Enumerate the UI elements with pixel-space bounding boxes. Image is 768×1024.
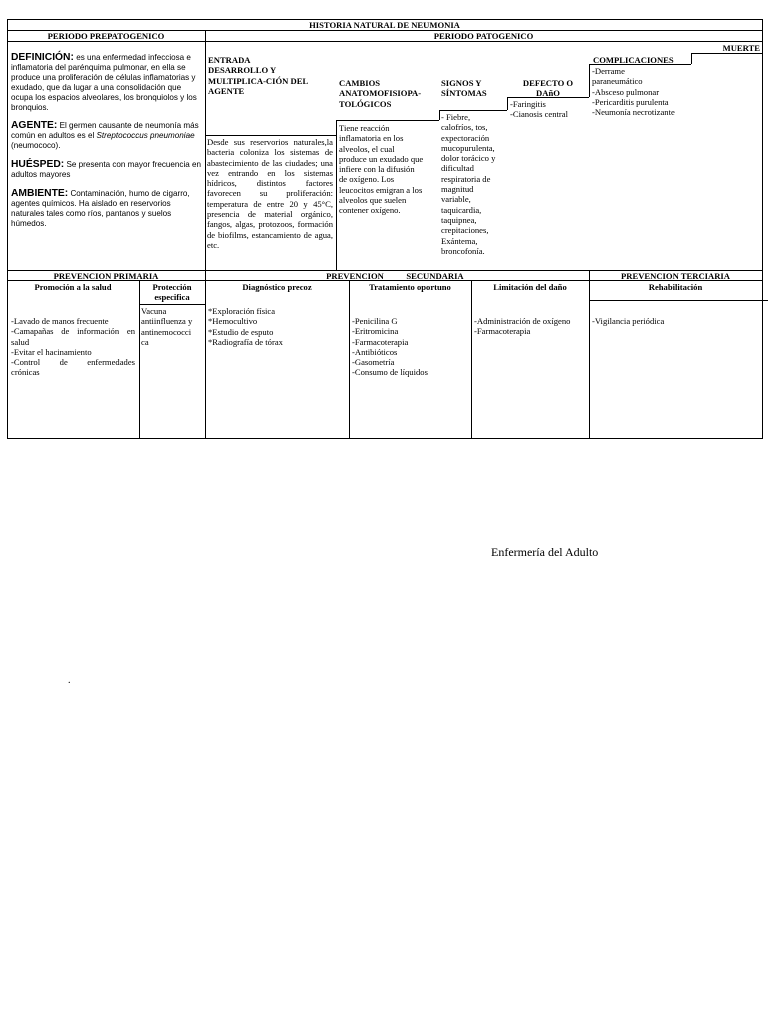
limitation-item: -Farmacoterapia (474, 326, 531, 337)
signs-line: dificultad (441, 163, 474, 174)
period-prepatogenic-header: PERIODO PREPATOGENICO (47, 31, 165, 41)
signs-line: respiratoria de (441, 173, 491, 184)
signs-line: taquipnea, (441, 214, 477, 225)
treatment-item: -Farmacoterapia (352, 336, 409, 347)
protection-cell (141, 306, 205, 347)
host-block (11, 160, 201, 180)
signs-line: variable, (441, 194, 471, 205)
signs-heading (441, 78, 507, 99)
promotion-item: -Control de enfermedades (11, 357, 135, 368)
footer-text: Enfermería del Adulto (491, 545, 599, 559)
changes-heading-line: ANATOMOFISIOPA- (339, 88, 422, 99)
tertiary-prevention-header: PREVENCION TERCIARIA (621, 271, 730, 281)
table-title: HISTORIA NATURAL DE NEUMONIA (309, 20, 460, 30)
treatment-item: -Consumo de líquidos (352, 367, 428, 378)
promotion-item: crónicas (11, 367, 40, 378)
agent-block (11, 121, 201, 151)
diagnosis-item: *Hemocultivo (208, 316, 258, 327)
entry-heading-line: ENTRADA (208, 55, 251, 65)
changes-heading (339, 78, 439, 109)
signs-line: calofríos, tos, (441, 122, 488, 133)
complications-list (592, 66, 760, 117)
complication-item: -Derrame (592, 66, 625, 76)
treatment-item: -Antibióticos (352, 346, 398, 357)
diagnosis-item: *Exploración física (208, 306, 276, 316)
protection-item: Vacuna (141, 306, 167, 316)
agent-species: Streptococcus pneumoniae (96, 131, 195, 141)
changes-line: alveolos que suelen (339, 195, 407, 206)
rehabilitation-cell (592, 316, 760, 326)
definition-text: es una enfermedad infecciosa e inflamatoria del parénquima pulmonar, en ella se produce una proliferación de células inflamatorias y exudado, que da lugar a una consolidación que ocupa los espacios alveolares, los bronquiolos y los bronquios. (11, 53, 197, 112)
defect-item: -Faringitis (510, 99, 546, 109)
changes-line: de oxígeno. Los (339, 174, 395, 185)
diagnosis-item: *Radiografía de tórax (208, 336, 283, 347)
death-label: MUERTE (722, 43, 760, 53)
entry-heading-line: AGENTE (208, 85, 245, 96)
signs-line: mucopurulenta, (441, 142, 495, 153)
prepatogenic-content (11, 53, 201, 229)
signs-heading-line: SIGNOS Y (441, 78, 482, 88)
signs-line: broncofonía. (441, 245, 485, 256)
column-header-limitation: Limitación del daño (493, 282, 567, 292)
secondary-prevention-header-a: PREVENCION (326, 271, 384, 281)
definition-label: DEFINICIÓN: (11, 52, 74, 63)
treatment-item: -Penicilina G (352, 316, 398, 326)
diagnosis-cell (208, 306, 348, 347)
treatment-item: -Gasometría (352, 357, 395, 368)
defect-list (510, 99, 590, 120)
changes-line: inflamatoria en los (339, 133, 404, 144)
agent-text: El germen causante de neumonía más común en adultos es el (11, 121, 199, 141)
entry-heading-line: DESARROLLO Y (208, 65, 277, 76)
period-pathogenic-header: PERIODO PATOGENICO (433, 31, 534, 41)
column-header-rehabilitation: Rehabilitación (648, 282, 703, 292)
complications-heading: COMPLICACIONES (593, 55, 674, 65)
changes-line: contener oxígeno. (339, 205, 401, 216)
protection-item: ca (141, 336, 149, 347)
entry-heading-line: MULTIPLICA-CIÓN DEL (208, 75, 309, 86)
defect-heading-line: DEFECTO O (522, 78, 574, 88)
column-header-treatment: Tratamiento oportuno (369, 282, 451, 292)
environment-block (11, 189, 201, 229)
entry-heading (208, 55, 336, 96)
complication-item: paraneumático (592, 76, 643, 87)
changes-line: produce un exudado que (339, 153, 424, 164)
changes-line: alveolos, el cual (339, 143, 395, 154)
promotion-cell (11, 316, 135, 378)
changes-line: infiere con la difusión (339, 164, 415, 175)
agent-text-after: (neumococo). (11, 141, 61, 151)
primary-prevention-header: PREVENCION PRIMARIA (53, 271, 159, 281)
signs-text (441, 112, 507, 256)
protection-item: antiinfluenza y (141, 316, 193, 327)
protection-header-line: especifica (154, 292, 190, 302)
limitation-item: -Administración de oxígeno (474, 316, 571, 326)
defect-heading (507, 78, 589, 99)
diagnosis-item: *Estudio de esputo (208, 326, 274, 337)
complication-item: -Pericarditis purulenta (592, 96, 669, 107)
rehabilitation-item: -Vigilancia periódica (592, 316, 665, 326)
host-label: HUÉSPED: (11, 159, 65, 171)
signs-line: crepitaciones, (441, 225, 489, 236)
protection-header-line: Protección (152, 282, 192, 292)
signs-line: taquicardia, (441, 204, 482, 215)
signs-line: - Fiebre, (441, 112, 471, 122)
definition-block (11, 53, 201, 112)
column-header-promotion: Promoción a la salud (34, 282, 112, 292)
signs-line: Exántema, (441, 235, 478, 246)
signs-line: magnitud (441, 184, 474, 195)
promotion-item: -Camapañas de información en (11, 326, 135, 337)
treatment-item: -Eritromicina (352, 326, 399, 337)
column-header-protection (139, 282, 205, 302)
changes-heading-line: TOLÓGICOS (339, 98, 392, 109)
promotion-item: -Lavado de manos frecuente (11, 316, 109, 326)
complication-item: -Neumonía necrotizante (592, 107, 675, 118)
environment-text: Contaminación, humo de cigarro, agentes químicos. Ha aislado en reservorios naturales tales como ríos, pantanos y suelos húmedos. (11, 188, 190, 228)
column-header-diagnosis: Diagnóstico precoz (242, 282, 312, 292)
treatment-cell (352, 316, 470, 378)
stray-dot: . (68, 675, 71, 686)
promotion-item: salud (11, 336, 30, 347)
changes-line: leucocitos emigran a los (339, 184, 423, 195)
protection-item: antinemococci (141, 326, 192, 337)
signs-line: dolor torácico y (441, 153, 496, 164)
secondary-prevention-header-b: SECUNDARIA (406, 271, 464, 281)
entry-text: Desde sus reservorios naturales,la bacteria coloniza los sistemas de abastecimiento de las ciudades; una vez entrando en los sistemas hídricos, distintos factores favorecen su proliferación: temperatura de entre 20 y 45°C, presencia de material orgánico, fangos, algas, protozoos, formación de biofilms, estancamiento de agua, etc. (207, 137, 333, 250)
changes-text (339, 123, 439, 216)
limitation-cell (474, 316, 589, 337)
agent-label: AGENTE: (11, 120, 58, 132)
complication-item: -Absceso pulmonar (592, 86, 660, 97)
environment-label: AMBIENTE: (11, 187, 69, 199)
signs-heading-line: SÍNTOMAS (441, 88, 487, 99)
changes-line: Tiene reacción (339, 123, 390, 133)
changes-heading-line: CAMBIOS (339, 78, 381, 88)
signs-line: expectoración (441, 132, 490, 143)
defect-heading-line: DAñO (536, 88, 560, 99)
defect-item: -Cianosis central (510, 109, 568, 120)
promotion-item: -Evitar el hacinamiento (11, 346, 92, 357)
host-text: Se presenta con mayor frecuencia en adultos mayores (11, 160, 201, 180)
